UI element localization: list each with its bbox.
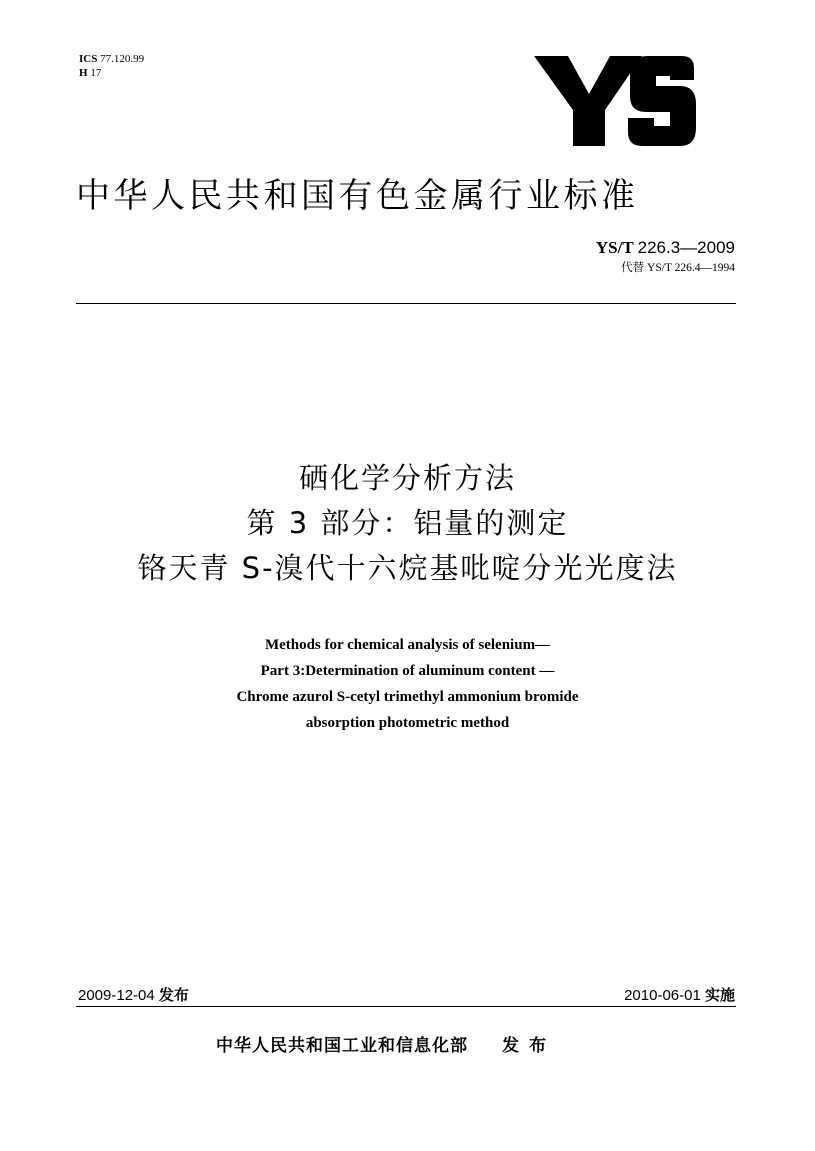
standard-number-block <box>596 238 735 275</box>
english-title-line-2: Part 3:Determination of aluminum content — <box>260 663 555 679</box>
implement-label: 实施 <box>704 986 735 1004</box>
h-label: H <box>79 67 88 79</box>
logo-letter-s <box>628 56 696 146</box>
publish-label: 发布 <box>158 986 189 1004</box>
ys-logo <box>534 46 696 156</box>
publish-date <box>78 984 189 1005</box>
ics-code: 77.120.99 <box>100 53 145 65</box>
replaces-standard: 代替 YS/T 226.4—1994 <box>621 262 735 274</box>
issuer <box>216 1031 556 1056</box>
english-title <box>0 632 815 736</box>
chinese-title-line-1: 硒化学分析方法 <box>298 461 516 495</box>
english-title-line-4: absorption photometric method <box>305 715 510 731</box>
organization-title: 中华人民共和国有色金属行业标准 <box>76 176 639 216</box>
ics-label: ICS <box>79 53 98 65</box>
publish-date-value: 2009-12-04 <box>78 987 155 1004</box>
h-code: 17 <box>90 67 102 79</box>
chinese-title-line-3: 铬天青 S-溴代十六烷基吡啶分光光度法 <box>137 551 678 585</box>
chinese-title <box>0 456 815 591</box>
logo-letter-y <box>534 56 642 146</box>
standard-code-number: 226.3—2009 <box>637 238 735 257</box>
standard-code <box>596 238 735 258</box>
header-divider <box>76 303 736 304</box>
footer-divider <box>76 1006 736 1007</box>
h-row <box>79 66 144 80</box>
english-title-line-1: Methods for chemical analysis of selenium— <box>264 637 551 653</box>
standard-code-prefix: YS/T <box>595 238 634 257</box>
ics-row <box>79 52 144 66</box>
issuer-action: 发布 <box>502 1036 556 1056</box>
implement-date-value: 2010-06-01 <box>624 987 701 1004</box>
classification-codes <box>79 52 144 80</box>
chinese-title-line-2: 第 3 部分：铝量的测定 <box>246 506 569 540</box>
implement-date <box>624 984 735 1005</box>
issuer-name: 中华人民共和国工业和信息化部 <box>216 1036 468 1056</box>
english-title-line-3: Chrome azurol S-cetyl trimethyl ammonium bromide <box>236 689 579 705</box>
